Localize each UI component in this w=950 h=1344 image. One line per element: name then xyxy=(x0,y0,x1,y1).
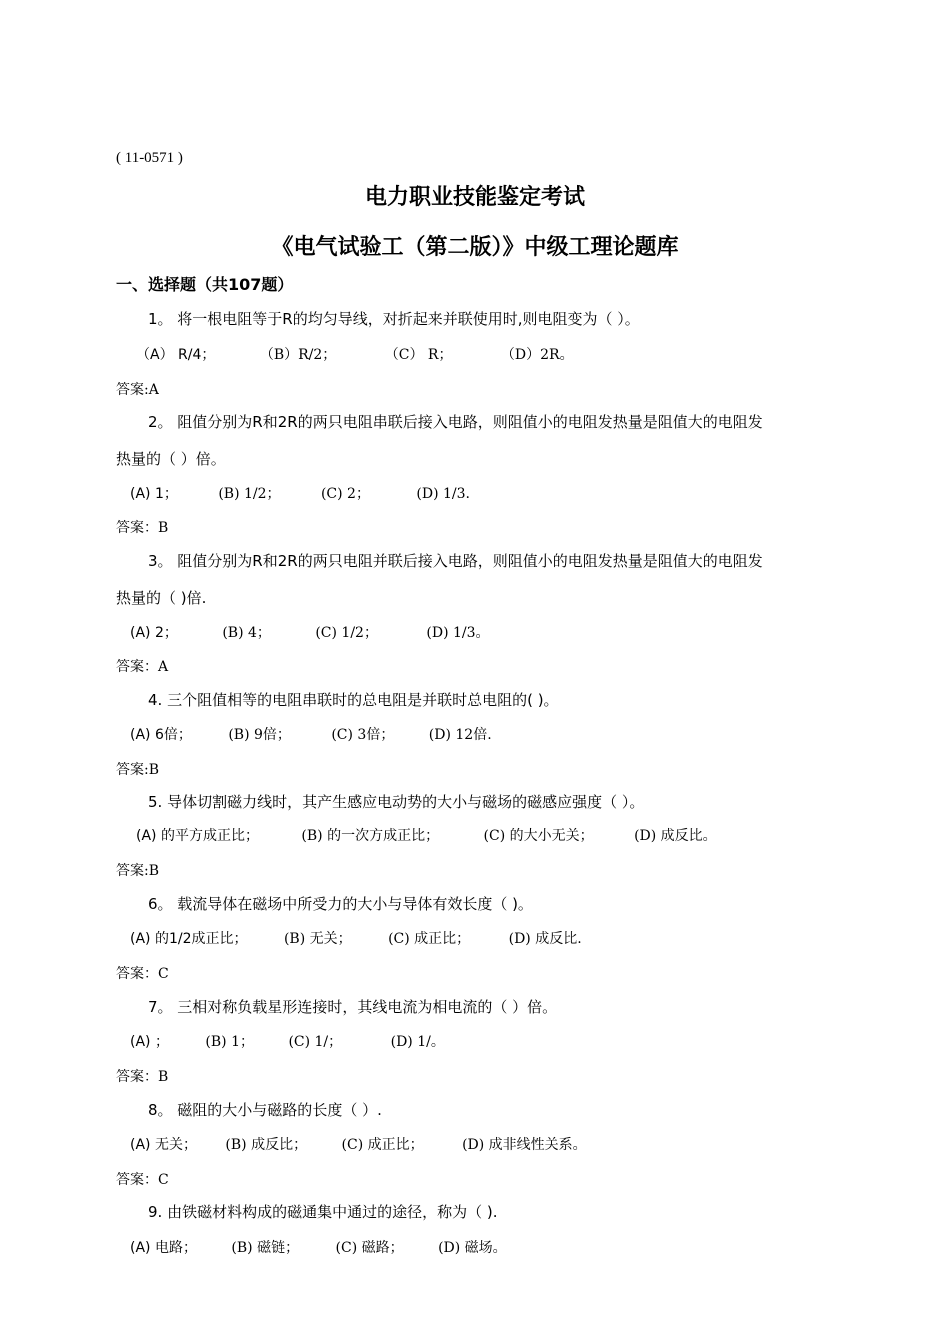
option-d: (D) 12倍. xyxy=(428,727,492,743)
question-1-options xyxy=(136,344,574,364)
option-d: （D）2R。 xyxy=(500,347,574,363)
option-a: (A) 电路； xyxy=(130,1240,197,1256)
question-6-text: 6。 载流导体在磁场中所受力的大小与导体有效长度（ )。 xyxy=(148,895,533,913)
question-5-options xyxy=(136,825,717,845)
answer-3: 答案：A xyxy=(116,659,169,675)
option-b: (B) 无关； xyxy=(283,931,352,947)
question-3-text: 3。 阻值分别为R和2R的两只电阻并联后接入电路，则阻值小的电阻发热量是阻值大的电阻发 xyxy=(148,552,763,570)
option-a: (A) ； xyxy=(130,1034,169,1050)
option-c: (C) 3倍； xyxy=(331,727,395,743)
option-a: (A) 6倍； xyxy=(130,727,192,743)
option-b: (B) 4； xyxy=(222,625,271,641)
option-c: (C) 1/； xyxy=(288,1034,343,1050)
option-c: (C) 成正比； xyxy=(341,1137,424,1153)
option-d: (D) 1/。 xyxy=(390,1034,445,1050)
question-7-text: 7。 三相对称负载星形连接时，其线电流为相电流的（ ）倍。 xyxy=(148,998,558,1016)
question-3-text-cont: 热量的（ )倍. xyxy=(116,589,207,607)
option-d: (D) 成反比. xyxy=(508,931,582,947)
answer-4: 答案:B xyxy=(116,762,160,778)
option-b: (B) 成反比； xyxy=(225,1137,308,1153)
question-7-options xyxy=(130,1031,445,1051)
document-code: ( 11-0571 ) xyxy=(116,150,183,166)
option-a: (A) 无关； xyxy=(130,1137,197,1153)
option-d: (D) 1/3. xyxy=(416,486,471,502)
answer-1: 答案:A xyxy=(116,382,159,398)
question-3-options xyxy=(130,622,490,642)
question-9-options xyxy=(130,1237,507,1257)
option-c: (C) 1/2； xyxy=(315,625,378,641)
answer-8: 答案：C xyxy=(116,1172,169,1188)
document-title: 电力职业技能鉴定考试 xyxy=(364,185,585,210)
option-d: (D) 磁场。 xyxy=(438,1240,507,1256)
question-2-text-cont: 热量的（ ）倍。 xyxy=(116,450,226,468)
option-c: (C) 的大小无关； xyxy=(483,828,594,844)
option-b: (B) 1/2； xyxy=(218,486,281,502)
option-a: (A) 2； xyxy=(130,625,178,641)
document-subtitle: 《电气试验工（第二版）》中级工理论题库 xyxy=(271,235,679,260)
option-a: (A) 1； xyxy=(130,486,178,502)
question-1-text: 1。 将一根电阻等于R的均匀导线，对折起来并联使用时,则电阻变为（ ）。 xyxy=(148,310,640,328)
answer-5: 答案:B xyxy=(116,863,160,879)
question-2-options xyxy=(130,483,470,503)
option-b: (B) 9倍； xyxy=(228,727,291,743)
question-9-text: 9. 由铁磁材料构成的磁通集中通过的途径，称为（ ). xyxy=(148,1203,498,1221)
option-d: (D) 成反比。 xyxy=(634,828,717,844)
question-5-text: 5. 导体切割磁力线时，其产生感应电动势的大小与磁场的磁感应强度（ ）。 xyxy=(148,793,645,811)
answer-7: 答案：B xyxy=(116,1069,169,1085)
option-b: (B) 的一次方成正比； xyxy=(301,828,440,844)
option-c: （C） R； xyxy=(384,347,453,363)
question-8-text: 8。 磁阻的大小与磁路的长度（ ）. xyxy=(148,1101,382,1119)
option-d: (D) 1/3。 xyxy=(426,625,490,641)
option-c: (C) 成正比； xyxy=(388,931,471,947)
option-c: (C) 磁路； xyxy=(335,1240,404,1256)
option-b: （B）R/2； xyxy=(259,347,337,363)
option-c: (C) 2； xyxy=(320,486,370,502)
option-b: (B) 磁链； xyxy=(231,1240,300,1256)
option-a: (A) 的1/2成正比； xyxy=(130,931,248,947)
question-8-options xyxy=(130,1134,587,1154)
answer-6: 答案：C xyxy=(116,966,169,982)
option-a: (A) 的平方成正比； xyxy=(136,828,259,844)
option-d: (D) 成非线性关系。 xyxy=(462,1137,587,1153)
question-6-options xyxy=(130,928,582,948)
question-2-text: 2。 阻值分别为R和2R的两只电阻串联后接入电路，则阻值小的电阻发热量是阻值大的电阻发 xyxy=(148,413,763,431)
option-a: （A） R/4； xyxy=(136,347,216,363)
question-4-text: 4. 三个阻值相等的电阻串联时的总电阻是并联时总电阻的( )。 xyxy=(148,691,559,709)
section-heading: 一、选择题（共107题） xyxy=(116,275,294,294)
answer-2: 答案：B xyxy=(116,520,169,536)
question-4-options xyxy=(130,724,492,744)
option-b: (B) 1； xyxy=(205,1034,254,1050)
